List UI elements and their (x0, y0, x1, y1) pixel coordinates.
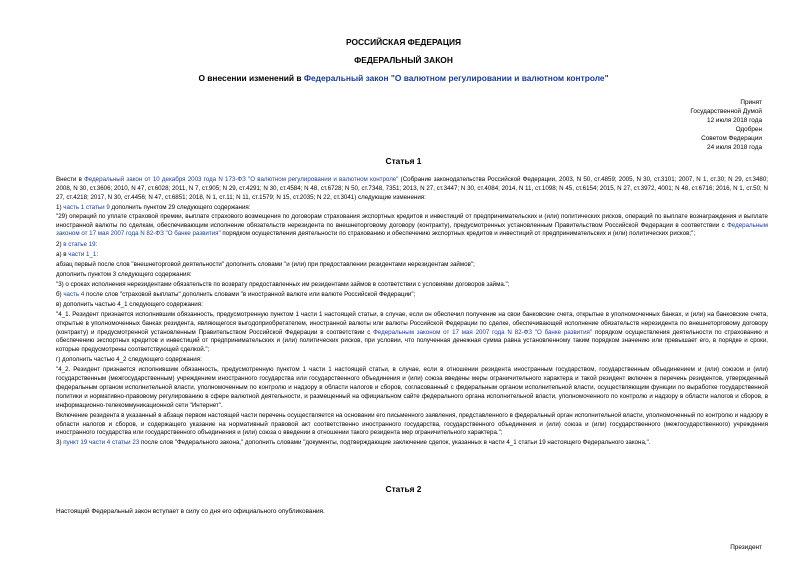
document-title-subject (0, 74, 807, 83)
title-law-link[interactable]: Федеральный закон "О валютном регулировании и валютном контроле" (303, 73, 609, 83)
approval-date: 12 июля 2018 года (707, 117, 762, 125)
item-number: 3) (56, 439, 64, 447)
document-title-country: РОССИЙСКАЯ ФЕДЕРАЦИЯ (345, 37, 462, 47)
article-19-link[interactable]: в статье 19 (63, 241, 96, 249)
quote-text: "4_1. Резидент признается исполнившим обязанность, предусмотренную пунктом 1 части 1 настоящей статьи, в случае, если он обеспечил получение на свои банковские счета, открытые в уполномоченных банках, и (или) на банковские счета, открытые в уполномоченных банках резидента, являющегося выгодоприобретателем, иностранной валюты или валюты Российской Федерации по сделке, обеспечивающей исполнение обязательств нерезидента по внешнеторговому договору (контракту) и предусмотренной установленным Правительством Российской Федерации в соответствии с (56, 310, 768, 336)
item-2 (38, 241, 768, 250)
article-2-text: Настоящий Федеральный закон вступает в силу со дня его официального опубликования. (56, 508, 325, 515)
approval-block (690, 98, 762, 153)
article-2-heading: Статья 2 (385, 484, 422, 494)
approval-date: 24 июля 2018 года (707, 144, 762, 152)
item-number: 2) (56, 241, 64, 249)
quote-text: "29) операций по уплате страховой премии, выплате страхового возмещения по договорам страхования экспортных кредитов и инвестиций от предпринимательских и (или) политических рисков, операций по выплате вознаграждения и выплате иностранной валюты по сделкам, обеспечивающим исполнение обязательств нерезидента по внешнеторговому договору (контракту), предусмотренных установленным Правительством Российской Федерации в соответствии с (56, 212, 768, 229)
item-2b (38, 291, 768, 300)
item-2a-line: абзац первый после слов "внешнеторговой деятельности" дополнить словами "и (или) при предоставлении резидентами нерезидентам займов"; (56, 261, 475, 269)
item-text: а) в (56, 251, 69, 259)
item-2v-quote (38, 311, 768, 356)
approval-line: Государственной Думой (690, 108, 762, 116)
law-reference-link[interactable]: Федеральный закон от 10 декабря 2003 года N 173-ФЗ "О валютном регулировании и валютном контроле" (84, 176, 399, 183)
part-1-1-link[interactable]: части 1_1 (68, 251, 97, 259)
item-2v: в) дополнить частью 4_1 следующего содержания: (56, 300, 203, 308)
item-2g-quote-2: Включение резидента в указанный в абзаце первом настоящей части перечень осуществляется на основании его письменного заявления, представленного в федеральный орган исполнительной власти, уполномоченный по контролю и надзору в области налогов и сборов, и содержащего указание на нормативный правовой акт соответственно иностранного государства, государственного объединения и (или) союза и (или) государственного (межгосударственного) учреждения иностранного государства или государственного объединения и (или) союза о введении в отношении такого резидента мер ограничительного характера."; (56, 411, 768, 437)
quote-text: порядком осуществления деятельности по страхованию и обеспечению экспортных кредитов и инвестиций от предпринимательских и (или) политических рисков, при условии, что полученная денежная сумма равна установленному таким порядком значению или превышает его, в порядке и сроки, которые предусмотрены соответствующей сделкой."; (56, 328, 769, 354)
intro-text: (Собрание законодательства Российской Федерации, 2003, N 50, ст.4859; 2005, N 30, ст.3101; 2007, N 1, ст.30; N 29, ст.3480; 2008, N 30, ст.3606; 2010, N 47, ст.6028; 2011, N 7, ст.905; N 29, ст.4291; N 30, ст.4584; N 48, ст.6728; N 50, ст.7348, 7351; 2013, N 27, ст.3447; N 30, ст.4084; 2014, N 11, ст.1098; N 45, ст.6154; 2015, N 27, ст.3972, 4001; N 48, ст.6716; 2016, N 1, ст.50; N 27, ст.4218; 2017, N 30, ст.4456; N 47, ст.6851; 2018, N 1, ст.11; N 11, ст.1579; N 15, ст.2035; N 22, ст.3041) следующие изменения: (56, 176, 768, 201)
approval-line: Советом Федерации (701, 135, 762, 143)
quote-text: порядком осуществления деятельности по страхованию и обеспечению экспортных кредитов и инвестиций от предпринимательских и (или) политических рисков;"; (220, 230, 696, 238)
document-title-type: ФЕДЕРАЛЬНЫЙ ЗАКОН (354, 55, 453, 65)
item-text: после слов "Федерального закона," дополнить словами "документы, подтверждающие заключение сделок, указанных в части 4_1 статьи 19 настоящего Федерального закона,". (139, 439, 651, 447)
item-text: после слов "страховой выплаты" дополнить словами "в иностранной валюте или валюте Российской Федерации"; (84, 290, 416, 298)
signature-role: Президент (730, 544, 762, 551)
item-3 (38, 439, 768, 448)
bank-law-link[interactable]: Федеральным законом от 17 мая 2007 года N 82-ФЗ "О банке развития" (373, 328, 593, 336)
article-9-link[interactable]: часть 1 статьи 9 (63, 203, 110, 211)
item-text: : (95, 241, 98, 249)
approval-line: Одобрен (735, 126, 762, 134)
item-2a-line: "3) о сроках исполнения нерезидентами обязательств по возврату предоставленных им резидентами займов в соответствии с условиями договоров займа."; (56, 280, 510, 288)
item-text: б) (56, 290, 64, 298)
approval-line: Принят (740, 99, 762, 106)
bank-law-link[interactable]: Федеральным законом от 17 мая 2007 года N 82-ФЗ "О банке развития" (56, 221, 768, 238)
item-2g: г) дополнить частью 4_2 следующего содержания: (56, 356, 202, 364)
part-4-link[interactable]: часть 4 (63, 290, 85, 298)
article-1-heading: Статья 1 (385, 156, 422, 166)
intro-text: Внести в (56, 176, 85, 183)
article-1-body (38, 176, 768, 448)
item-2g-quote: "4_2. Резидент признается исполнившим обязанность, предусмотренную пунктом 1 части 1 настоящей статьи, в случае, если в отношении резидента иностранным государством, государственным объединением и (или) союзом и (или) государственным (межгосударственным) учреждением иностранного государства или государственного объединения и (или) союза введены меры ограничительного характера и такой резидент включен в перечень резидентов, утвержденный федеральным органом исполнительной власти, уполномоченным по контролю и надзору в области налогов и сборов, согласованный с федеральным органом исполнительной власти, осуществляющим функции по выработке государственной политики и нормативно-правовому регулированию в сфере валютной деятельности, и размещенный на официальном сайте федерального органа исполнительной власти, уполномоченного по контролю и надзору в области налогов и сборов, в информационно-телекоммуникационной сети "Интернет". (56, 366, 768, 409)
title-prefix: О внесении изменений в (198, 73, 304, 83)
item-text: : (96, 251, 99, 259)
item-1 (38, 204, 768, 213)
item-number: 1) (56, 203, 64, 211)
item-2a (38, 251, 768, 260)
item-text: дополнить пунктом 29 следующего содержания: (109, 203, 251, 211)
article-23-link[interactable]: пункт 19 части 4 статьи 23 (63, 439, 140, 447)
item-1-quote (38, 213, 768, 240)
item-2a-line: дополнить пунктом 3 следующего содержания: (56, 271, 192, 279)
article-1-intro (38, 176, 768, 203)
